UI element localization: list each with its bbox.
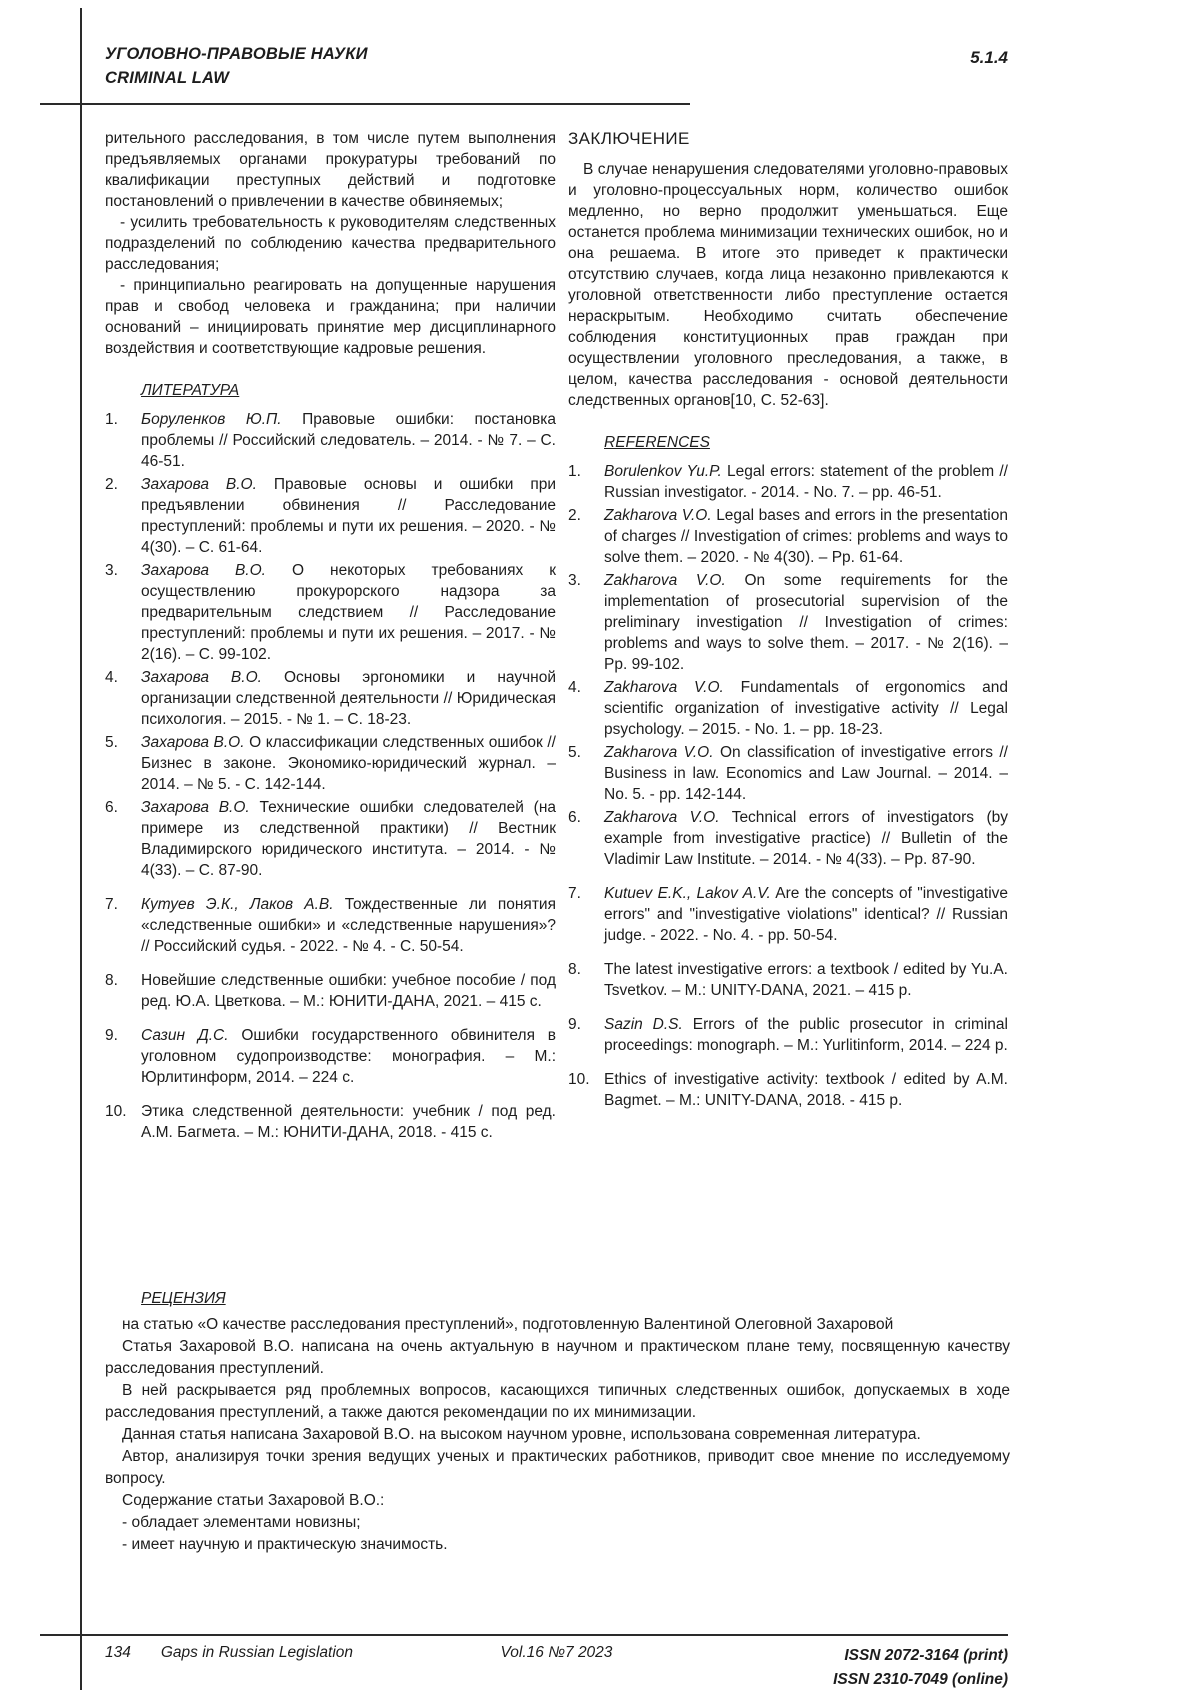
page-number: 134: [105, 1644, 131, 1661]
references-heading: REFERENCES: [604, 434, 710, 451]
issn-print: ISSN 2072-3164 (print): [844, 1647, 1008, 1664]
footer-left: [105, 1644, 406, 1662]
item-text: Technical errors of investigators (by example from investigative practice) // Bulletin of the Vladimir Law Institute. – 2014. - № 4(33). – Pp. 87-90.: [604, 809, 1008, 868]
list-item: [568, 505, 1008, 568]
list-item: [105, 970, 556, 1012]
item-number: 2.: [568, 507, 581, 524]
article-paragraph: рительного расследования, в том числе путем выполнения предъявляемых органами прокуратуры требований по квалификации преступных действий и подготовке постановлений о привлечении в качестве обвиняемых;: [105, 130, 556, 210]
item-author: Захарова В.О.: [141, 476, 257, 493]
item-number: 5.: [105, 734, 118, 751]
review-paragraph: - имеет научную и практическую значимость.: [122, 1536, 448, 1553]
item-author: Боруленков Ю.П.: [141, 411, 282, 428]
item-text: Этика следственной деятельности: учебник / под ред. А.М. Багмета. – М.: ЮНИТИ-ДАНА, 2018. - 415 с.: [141, 1103, 556, 1141]
item-number: 7.: [568, 885, 581, 902]
item-author: Захарова В.О.: [141, 799, 250, 816]
references-list: [568, 461, 1008, 1111]
journal-title: Gaps in Russian Legislation: [160, 1644, 354, 1661]
list-item: [105, 474, 556, 558]
classifier-code: 5.1.4: [970, 48, 1008, 67]
item-author: Kutuev E.K., Lakov A.V.: [604, 885, 771, 902]
item-text: Legal errors: statement of the problem // Russian investigator. - 2014. - No. 7. – pp. 46-51.: [604, 463, 1008, 501]
item-text: Новейшие следственные ошибки: учебное пособие / под ред. Ю.А. Цветкова. – М.: ЮНИТИ-ДАНА, 2021. – 415 с.: [141, 972, 556, 1010]
review-paragraph: Содержание статьи Захаровой В.О.:: [122, 1492, 385, 1509]
item-author: Zakharova V.O.: [604, 507, 712, 524]
item-number: 1.: [105, 411, 118, 428]
list-item: [568, 883, 1008, 946]
item-author: Zakharova V.O.: [604, 744, 714, 761]
item-text: On classification of investigative errors // Business in law. Economics and Law Journal. – 2014. – No. 5. - pp. 142-144.: [604, 744, 1008, 803]
item-text: Legal bases and errors in the presentation of charges // Investigation of crimes: problems and ways to solve them. – 2020. - № 4(30). – Pp. 61-64.: [604, 507, 1008, 566]
item-text: On some requirements for the implementation of prosecutorial supervision of the preliminary investigation // Investigation of crimes: problems and ways to solve them. – 2017. - № 2(16). – Pp. 99-102.: [604, 572, 1008, 673]
review-paragraph: - обладает элементами новизны;: [122, 1514, 361, 1531]
item-text: Технические ошибки следователей (на примере из следственной практики) // Вестник Владимирского юридического института. – 2014. - № 4(33). – С. 87-90.: [141, 799, 556, 879]
list-item: [568, 959, 1008, 1001]
item-number: 1.: [568, 463, 581, 480]
item-text: Errors of the public prosecutor in criminal proceedings: monograph. – M.: Yurlitinform, 2014. – 224 p.: [604, 1016, 1008, 1054]
item-number: 7.: [105, 896, 118, 913]
item-author: Захарова В.О.: [141, 734, 245, 751]
item-text: Ethics of investigative activity: textbook / edited by A.M. Bagmet. – M.: UNITY-DANA, 2018. - 415 p.: [604, 1071, 1008, 1109]
item-text: Основы эргономики и научной организации следственной деятельности // Юридическая психология. – 2015. - № 1. – С. 18-23.: [141, 669, 556, 728]
article-paragraph: - усилить требовательность к руководителям следственных подразделений по соблюдению качества предварительного расследования;: [105, 214, 556, 273]
item-author: Сазин Д.С.: [141, 1027, 229, 1044]
article-paragraph: - принципиально реагировать на допущенные нарушения прав и свобод человека и гражданина; при наличии оснований – инициировать принятие мер дисциплинарного воздействия и соответствующие кадровые решения.: [105, 277, 556, 357]
conclusion-paragraph: В случае ненарушения следователями уголовно-правовых и уголовно-процессуальных норм, количество ошибок медленно, но верно продолжит уменьшаться. Еще останется проблема минимизации технических ошибок, но и она решаема. В итоге это приведет к практически отсутствию случаев, когда лица незаконно привлекаются к уголовной ответственности либо преступление остается нераскрытым. Необходимо считать обеспечение соблюдения конституционных прав граждан при осуществлении уголовного преследования, а также, в целом, качества расследования - основой деятельности следственных органов[10, С. 52-63].: [568, 161, 1008, 409]
item-number: 4.: [568, 679, 581, 696]
list-item: [568, 1014, 1008, 1056]
list-item: [105, 1101, 556, 1143]
item-number: 9.: [568, 1016, 581, 1033]
item-text: О некоторых требованиях к осуществлению прокурорского надзора за предварительным следствием // Расследование преступлений: проблемы и пути их решения. – 2017. - № 2(16). – С. 99-102.: [141, 562, 556, 663]
list-item: [568, 807, 1008, 870]
item-text: Правовые ошибки: постановка проблемы // Российский следователь. – 2014. - № 7. – С. 46-51.: [141, 411, 556, 470]
review-section: [105, 1290, 1010, 1556]
item-number: 6.: [105, 799, 118, 816]
item-number: 3.: [568, 572, 581, 589]
list-item: [105, 894, 556, 957]
item-author: Кутуев Э.К., Лаков А.В.: [141, 896, 334, 913]
item-author: Zakharova V.O.: [604, 809, 720, 826]
item-author: Захарова В.О.: [141, 562, 266, 579]
literature-list: [105, 409, 556, 1143]
list-item: [105, 1025, 556, 1088]
list-item: [568, 742, 1008, 805]
list-item: [105, 797, 556, 881]
list-item: [105, 560, 556, 665]
page-footer: [105, 1644, 1008, 1692]
footer-rule: [40, 1634, 1008, 1636]
item-author: Sazin D.S.: [604, 1016, 683, 1033]
item-number: 4.: [105, 669, 118, 686]
item-number: 10.: [568, 1071, 590, 1088]
item-number: 9.: [105, 1027, 118, 1044]
header-rule: [40, 103, 690, 105]
review-paragraph: Автор, анализируя точки зрения ведущих ученых и практических работников, приводит свое мнение по исследуемому вопросу.: [105, 1448, 1010, 1487]
review-heading: РЕЦЕНЗИЯ: [141, 1290, 226, 1307]
left-column: [105, 128, 556, 1145]
item-text: Ошибки государственного обвинителя в уголовном судопроизводстве: монография. – М.: Юрлитинформ, 2014. – 224 с.: [141, 1027, 557, 1086]
list-item: [568, 677, 1008, 740]
item-number: 3.: [105, 562, 118, 579]
item-text: Fundamentals of ergonomics and scientific organization of investigative activity // Legal psychology. – 2015. - No. 1. – pp. 18-23.: [604, 679, 1008, 738]
list-item: [105, 409, 556, 472]
item-text: Правовые основы и ошибки при предъявлении обвинения // Расследование преступлений: проблемы и пути их решения. – 2020. - № 4(30). – С. 61-64.: [141, 476, 556, 556]
item-number: 10.: [105, 1103, 127, 1120]
footer-issn: [707, 1644, 1008, 1692]
item-text: Тождественные ли понятия «следственные ошибки» и «следственные нарушения»? // Российский судья. - 2022. - № 4. - С. 50-54.: [141, 896, 556, 955]
item-number: 6.: [568, 809, 581, 826]
item-number: 8.: [568, 961, 581, 978]
list-item: [568, 1069, 1008, 1111]
review-paragraph: Статья Захаровой В.О. написана на очень актуальную в научном и практическом плане тему, посвященную качеству расследования преступлений.: [105, 1338, 1010, 1377]
list-item: [105, 667, 556, 730]
section-title-russian: УГОЛОВНО-ПРАВОВЫЕ НАУКИ: [105, 45, 368, 63]
literature-heading: ЛИТЕРАТУРА: [141, 382, 240, 399]
conclusion-heading: ЗАКЛЮЧЕНИЕ: [568, 129, 690, 148]
item-author: Захарова В.О.: [141, 669, 262, 686]
right-column: [568, 128, 1008, 1145]
item-text: О классификации следственных ошибок // Бизнес в законе. Экономико-юридический журнал. – 2014. – № 5. - С. 142-144.: [141, 734, 556, 793]
item-text: Are the concepts of "investigative errors" and "investigative violations" identical? // Russian judge. - 2022. - No. 4. - pp. 50-54.: [604, 885, 1009, 944]
volume-issue: Vol.16 №7 2023: [500, 1644, 613, 1661]
item-text: The latest investigative errors: a textbook / edited by Yu.A. Tsvetkov. – M.: UNITY-DANA, 2021. – 415 p.: [604, 961, 1008, 999]
list-item: [105, 732, 556, 795]
item-number: 2.: [105, 476, 118, 493]
list-item: [568, 461, 1008, 503]
left-margin-rule: [80, 8, 82, 1690]
item-author: Borulenkov Yu.P.: [604, 463, 722, 480]
page-header: [105, 42, 368, 90]
review-paragraph: Данная статья написана Захаровой В.О. на высоком научном уровне, использована современная литература.: [122, 1426, 921, 1443]
item-author: Zakharova V.O.: [604, 679, 724, 696]
review-paragraph: В ней раскрывается ряд проблемных вопросов, касающихся типичных следственных ошибок, допускаемых в ходе расследования преступлений, а также даются рекомендации по их минимизации.: [105, 1382, 1010, 1421]
section-title-english: CRIMINAL LAW: [105, 69, 229, 87]
issn-online: ISSN 2310-7049 (online): [833, 1671, 1008, 1688]
review-paragraph: на статью «О качестве расследования преступлений», подготовленную Валентиной Олеговной Захаровой: [122, 1316, 894, 1333]
item-number: 5.: [568, 744, 581, 761]
main-columns: [105, 128, 1010, 1145]
list-item: [568, 570, 1008, 675]
item-number: 8.: [105, 972, 118, 989]
item-author: Zakharova V.O.: [604, 572, 726, 589]
